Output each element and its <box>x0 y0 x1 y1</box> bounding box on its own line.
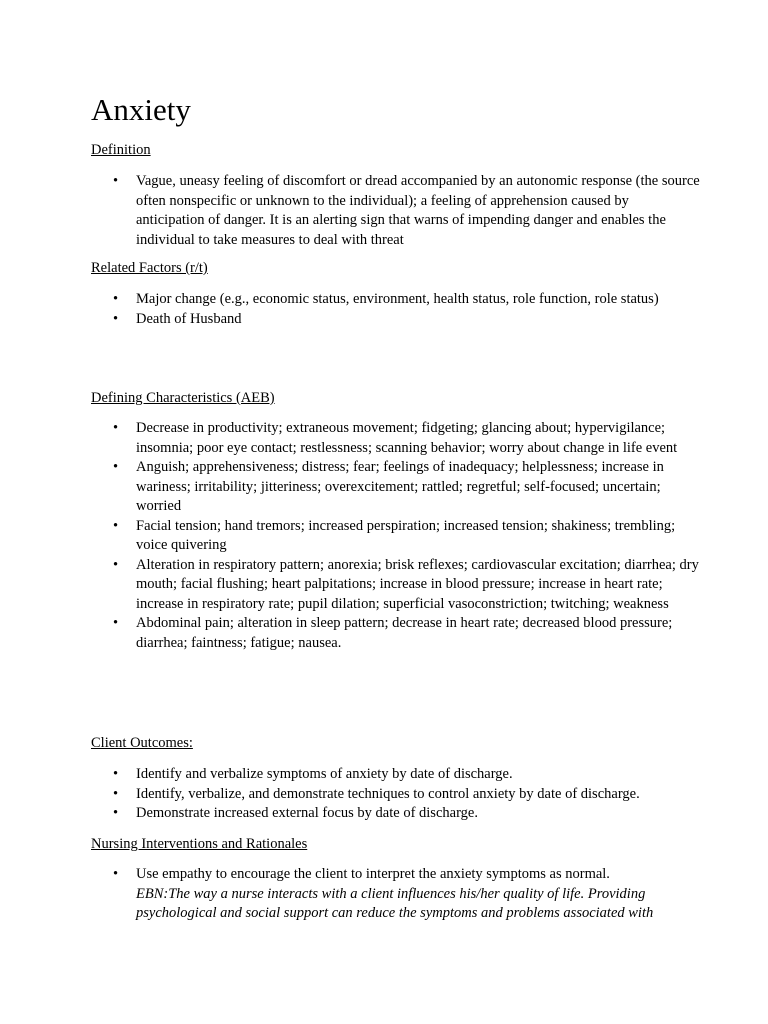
intervention-rationale: EBN:The way a nurse interacts with a client influences his/her quality of life. Providing psychological and social support can reduce the symptoms and problems associated with <box>136 885 654 921</box>
bullet-icon: • <box>113 291 119 307</box>
definition-heading: Definition <box>91 142 151 158</box>
nursing-interventions-heading: Nursing Interventions and Rationales <box>91 836 308 852</box>
bullet-icon: • <box>113 420 119 436</box>
list-item <box>0 765 700 785</box>
bullet-icon: • <box>113 556 119 573</box>
list-item <box>0 865 700 924</box>
client-outcomes-list <box>0 765 700 824</box>
list-item-text: Decrease in productivity; extraneous movement; fidgeting; glancing about; hypervigilance; insomnia; poor eye contact; restlessness; scanning behavior; worry about change in life event <box>136 420 678 456</box>
client-outcomes-heading: Client Outcomes: <box>91 735 193 751</box>
list-item <box>0 172 700 250</box>
list-item-text: Death of Husband <box>136 310 242 327</box>
bullet-icon: • <box>113 459 119 475</box>
bullet-icon: • <box>113 866 119 882</box>
list-item <box>0 804 700 824</box>
list-item <box>0 458 700 517</box>
bullet-icon: • <box>113 785 119 802</box>
list-item-text: Alteration in respiratory pattern; anorexia; brisk reflexes; cardiovascular excitation; diarrhea; dry mouth; facial flushing; heart palpitations; increase in blood pressure; increase in heart rate; increase in respiratory rate; pupil dilation; superficial vasoconstriction; twitching; weakness <box>136 556 699 612</box>
list-item <box>0 517 700 556</box>
list-item-text: Abdominal pain; alteration in sleep pattern; decrease in heart rate; decreased blood pressure; diarrhea; faintness; fatigue; nausea. <box>136 615 673 651</box>
bullet-icon: • <box>113 615 119 631</box>
list-item-text: Facial tension; hand tremors; increased perspiration; increased tension; shakiness; trembling; voice quivering <box>136 517 676 553</box>
list-item-text: Identify and verbalize symptoms of anxiety by date of discharge. <box>136 766 513 782</box>
intervention-text: Use empathy to encourage the client to interpret the anxiety symptoms as normal. <box>136 866 610 882</box>
list-item <box>0 419 700 458</box>
bullet-icon: • <box>113 805 119 821</box>
defining-characteristics-list <box>0 419 700 653</box>
list-item <box>0 290 700 310</box>
list-item <box>0 785 700 805</box>
document-title: Anxiety <box>91 92 191 127</box>
bullet-icon: • <box>113 310 119 327</box>
list-item-text: Demonstrate increased external focus by date of discharge. <box>136 805 478 821</box>
related-factors-heading: Related Factors (r/t) <box>91 260 208 276</box>
bullet-icon: • <box>113 517 119 534</box>
list-item-text: Vague, uneasy feeling of discomfort or dread accompanied by an autonomic response (the source often nonspecific or unknown to the individual); a feeling of apprehension caused by anticipation of danger. It is an alerting sign that warns of impending danger and enables the individual to take measures to deal with threat <box>136 173 700 248</box>
nursing-interventions-list <box>0 865 700 924</box>
bullet-icon: • <box>113 173 119 189</box>
list-item-text: Major change (e.g., economic status, environment, health status, role function, role status) <box>136 291 659 307</box>
definition-list <box>0 172 700 250</box>
list-item <box>0 310 700 330</box>
bullet-icon: • <box>113 766 119 782</box>
related-factors-list <box>0 290 700 329</box>
list-item <box>0 556 700 615</box>
list-item <box>0 614 700 653</box>
defining-characteristics-heading: Defining Characteristics (AEB) <box>91 390 275 406</box>
list-item-text: Anguish; apprehensiveness; distress; fear; feelings of inadequacy; helplessness; increase in wariness; irritability; jitteriness; overexcitement; rattled; regretful; self-focused; uncertain; worried <box>136 459 664 514</box>
list-item-text: Identify, verbalize, and demonstrate techniques to control anxiety by date of discharge. <box>136 785 640 802</box>
